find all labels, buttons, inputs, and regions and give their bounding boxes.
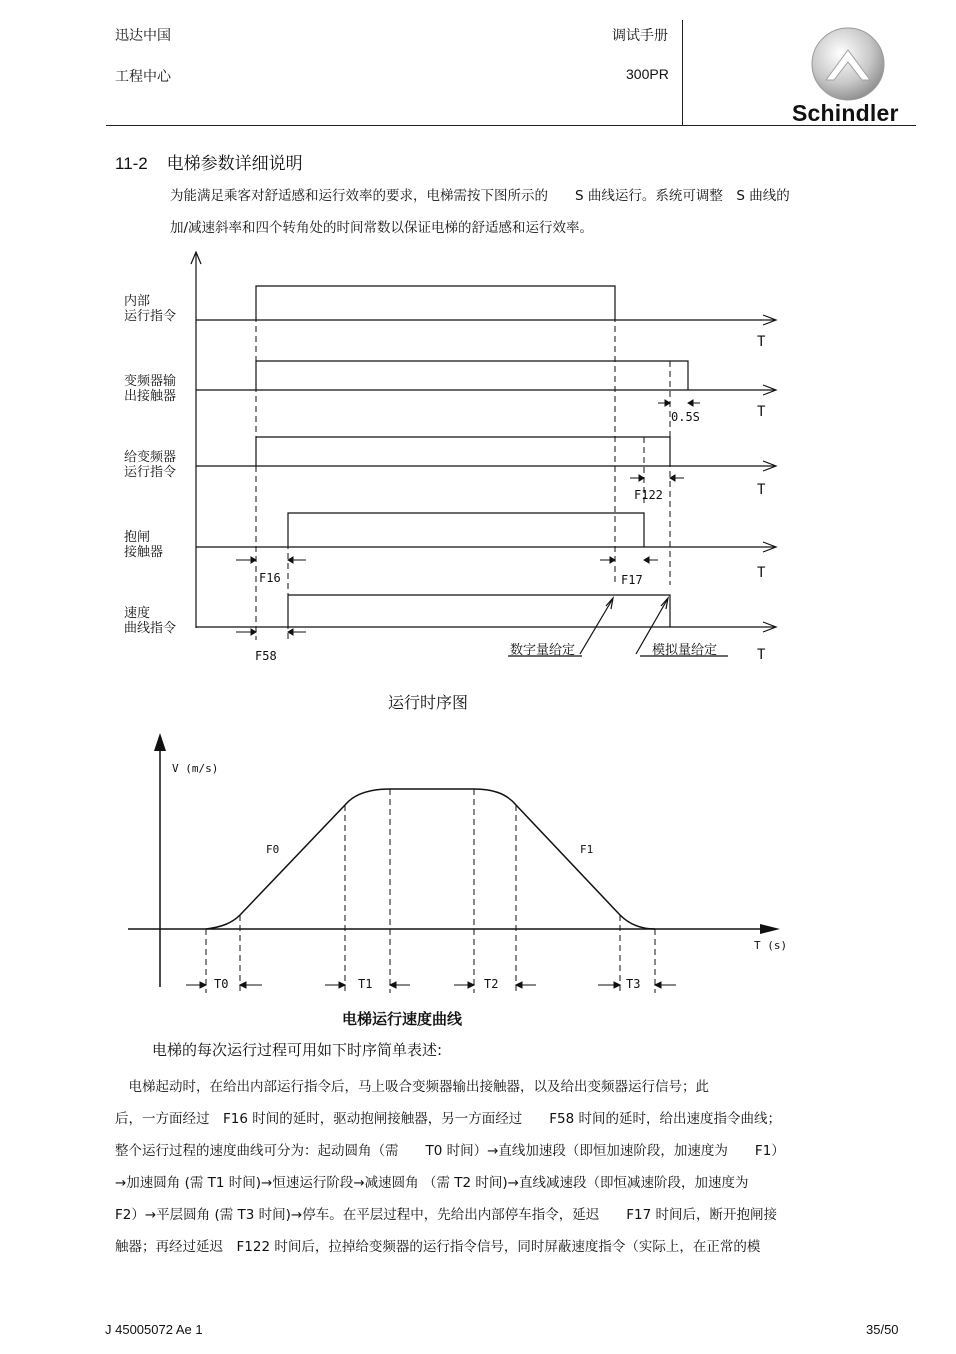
description-line: →加速圆角 (需 T1 时间)→恒速运行阶段→减速圆角 （需 T2 时间)→直线减速段（即恒减速阶段，加速度为 (115, 1175, 749, 1191)
description-line: 后，一方面经过 F16 时间的延时，驱动抱闸接触器，另一方面经过 F58 时间的延时，给出速度指令曲线； (115, 1111, 781, 1127)
description-line: 电梯起动时，在给出内部运行指令后，马上吸合变频器输出接触器，以及给出变频器运行信号；此 (115, 1079, 709, 1095)
t0-interval-label: T0 (214, 977, 229, 991)
time-axis-label: T (757, 404, 766, 420)
description-line: 触器；再经过延迟 F122 时间后，拉掉给变频器的运行指令信号，同时屏蔽速度指令（实际上，在正常的模 (115, 1239, 761, 1255)
header-divider (682, 20, 683, 126)
speed-curve-caption: 电梯运行速度曲线 (342, 1010, 463, 1028)
header-doc-type: 调试手册 (612, 28, 668, 44)
velocity-axis-label: V (m/s) (172, 762, 219, 775)
header-company: 迅达中国 (115, 28, 171, 44)
header-model: 300PR (626, 66, 669, 82)
header-department: 工程中心 (115, 69, 171, 85)
signal-label-inverter-run: 给变频器 运行指令 (124, 450, 177, 480)
signal-label-inverter-contactor: 变频器输 出接触器 (124, 374, 177, 404)
section-number: 11-2 (115, 154, 148, 173)
digital-reference-label: 数字量给定 (510, 643, 576, 658)
t2-interval-label: T2 (484, 977, 499, 991)
time-s-axis-label: T (s) (754, 939, 788, 952)
signal-label-speed-command: 速度 曲线指令 (124, 606, 177, 636)
section-heading (115, 149, 303, 174)
f0-slope-label: F0 (266, 843, 280, 856)
section-title: 电梯参数详细说明 (166, 154, 303, 174)
description-line: F2）→平层圆角 (需 T3 时间)→停车。在平层过程中，先给出内部停车指令，延迟 F17 时间后，断开抱闸接 (115, 1207, 777, 1223)
intro-line-2: 加/减速斜率和四个转角处的时间常数以保证电梯的舒适感和运行效率。 (170, 220, 594, 236)
time-axis-label: T (757, 647, 766, 663)
footer-page-number: 35/50 (866, 1322, 899, 1337)
description-line: 整个运行过程的速度曲线可分为：起动圆角（需 T0 时间）→直线加速段（即恒加速阶段，加速度为 F1） (115, 1143, 785, 1159)
time-axis-label: T (757, 565, 766, 581)
f1-slope-label: F1 (580, 843, 594, 856)
description-lead: 电梯的每次运行过程可用如下时序简单表述: (152, 1041, 443, 1059)
intro-line-1: 为能满足乘客对舒适感和运行效率的要求，电梯需按下图所示的 S 曲线运行。系统可调整 S 曲线的 (170, 188, 790, 204)
time-axis-label: T (757, 482, 766, 498)
f17-label: F17 (621, 573, 643, 587)
time-axis-label: T (757, 334, 766, 350)
t3-interval-label: T3 (626, 977, 641, 991)
speed-curve-diagram (0, 725, 956, 1025)
logo-wordmark: Schindler (792, 100, 899, 126)
f16-label: F16 (259, 571, 281, 585)
timing-diagram-caption: 运行时序图 (388, 693, 469, 712)
signal-label-brake-contactor: 抱闸 接触器 (124, 530, 164, 560)
delay-05s-label: 0.5S (671, 410, 700, 424)
f122-label: F122 (634, 488, 663, 502)
signal-label-internal-run: 内部 运行指令 (124, 294, 177, 324)
footer-doc-id: J 45005072 Ae 1 (105, 1322, 203, 1337)
analog-reference-label: 模拟量给定 (652, 643, 718, 658)
t1-interval-label: T1 (358, 977, 373, 991)
f58-label: F58 (255, 649, 277, 663)
